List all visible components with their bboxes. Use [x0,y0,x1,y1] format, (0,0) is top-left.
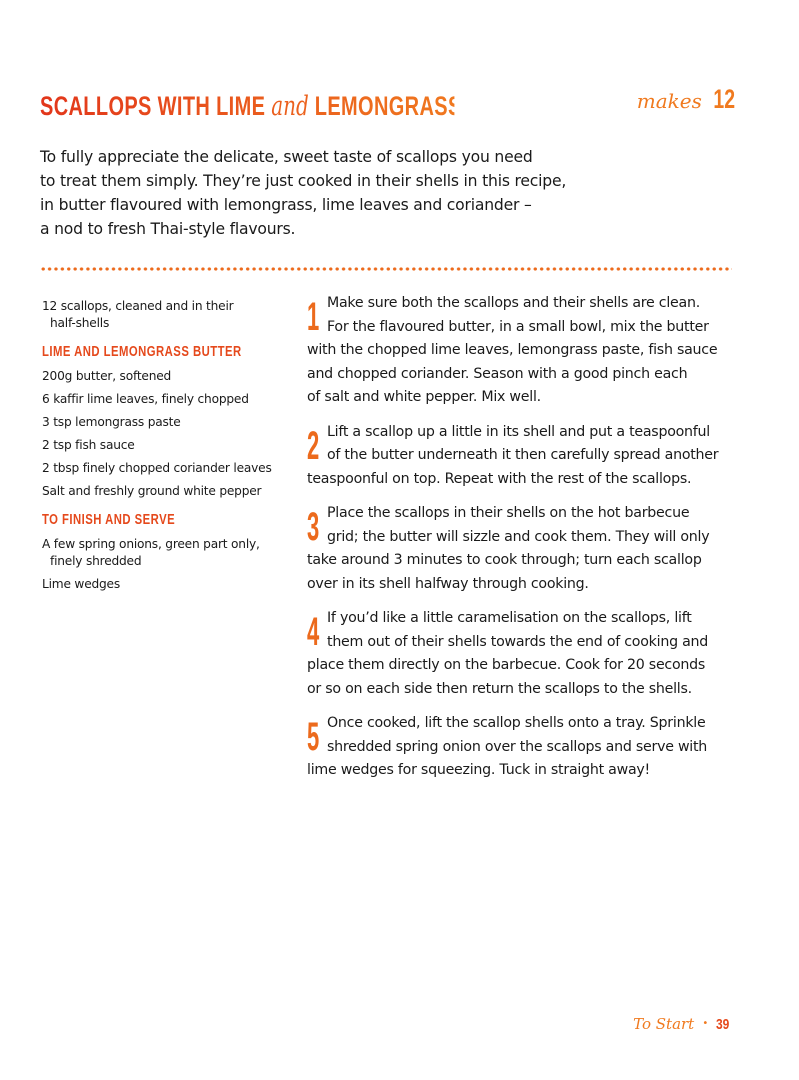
butter-heading: LIME AND LEMONGRASS BUTTER [42,344,242,360]
ingredient-line: 12 scallops, cleaned and in their [42,299,234,313]
method-steps [307,292,737,794]
ingredient-item: 2 tsp fish sauce [42,438,135,452]
title-part-1: SCALLOPS WITH LIME [40,91,266,121]
step-text [307,712,737,783]
step-number: 4 [307,610,320,654]
method-step-5 [307,712,737,783]
ingredient-item: 6 kaffir lime leaves, finely chopped [42,392,249,406]
method-step-1 [307,292,737,410]
ingredient-item: Lime wedges [42,577,121,591]
ingredient-line-continued: finely shredded [50,554,142,568]
step-line: Lift a scallop up a little in its shell and put a teaspoonful [327,423,710,440]
ingredient-item [42,536,292,570]
page-number: 39 [716,1016,730,1033]
recipe-intro [40,145,600,241]
yield-label: makes [636,89,702,113]
finish-heading: TO FINISH AND SERVE [42,512,176,528]
step-line: and chopped coriander. Season with a good pinch each [307,365,688,382]
ingredient-item: 3 tsp lemongrass paste [42,415,181,429]
step-text [307,607,737,701]
step-line: Once cooked, lift the scallop shells onto a tray. Sprinkle [327,715,706,731]
step-line: lime wedges for squeezing. Tuck in straight away! [307,762,650,778]
yield [637,84,735,124]
step-line: take around 3 minutes to cook through; turn each scallop [307,552,702,568]
step-line: of salt and white pepper. Mix well. [307,389,541,405]
ingredients-list [42,298,292,599]
yield-count: 12 [713,84,735,114]
ingredient-item: 200g butter, softened [42,369,172,383]
step-line: place them directly on the barbecue. Cook for 20 seconds [307,657,706,673]
step-line: or so on each side then return the scallops to the shells. [307,680,692,697]
step-number: 2 [307,423,320,468]
method-step-4 [307,607,737,701]
ingredient-line-continued: half-shells [50,316,110,330]
intro-line: in butter flavoured with lemongrass, lime leaves and coriander – [40,196,532,214]
step-number: 3 [307,505,320,549]
step-text [307,421,737,492]
step-line: If you’d like a little caramelisation on the scallops, lift [327,610,692,626]
step-line: Place the scallops in their shells on the hot barbecue [327,505,690,521]
dotted-divider [40,266,732,272]
method-step-3 [307,502,737,596]
ingredient-item: 2 tbsp finely chopped coriander leaves [42,461,272,475]
recipe-title [40,86,551,126]
step-number: 1 [307,295,320,339]
step-line: them out of their shells towards the end of cooking and [327,633,709,650]
step-number: 5 [307,715,320,759]
step-line: teaspoonful on top. Repeat with the rest of the scallops. [307,470,692,487]
page-footer [633,1014,733,1038]
step-text [307,292,737,410]
step-line: grid; the butter will sizzle and cook them. They will only [327,528,710,545]
ingredient-line: A few spring onions, green part only, [42,537,260,551]
step-line: For the flavoured butter, in a small bowl, mix the butter [327,318,709,335]
step-text [307,502,737,596]
intro-line: To fully appreciate the delicate, sweet taste of scallops you need [40,148,533,166]
ingredient-item [42,298,292,332]
section-name: To Start [633,1015,695,1033]
ingredient-item: Salt and freshly ground white pepper [42,484,262,498]
step-line: over in its shell halfway through cooking. [307,575,589,592]
title-part-2: LEMONGRASS BUTTER [314,91,551,121]
step-line: with the chopped lime leaves, lemongrass paste, fish sauce [307,342,718,358]
method-step-2 [307,421,737,492]
title-connector: and [271,91,309,122]
step-line: Make sure both the scallops and their shells are clean. [327,295,700,311]
step-line: shredded spring onion over the scallops and serve with [327,738,708,755]
intro-line: to treat them simply. They’re just cooked in their shells in this recipe, [40,172,567,190]
footer-separator: • [702,1018,709,1029]
step-line: of the butter underneath it then carefully spread another [327,447,719,463]
intro-line: a nod to fresh Thai-style flavours. [40,220,296,238]
